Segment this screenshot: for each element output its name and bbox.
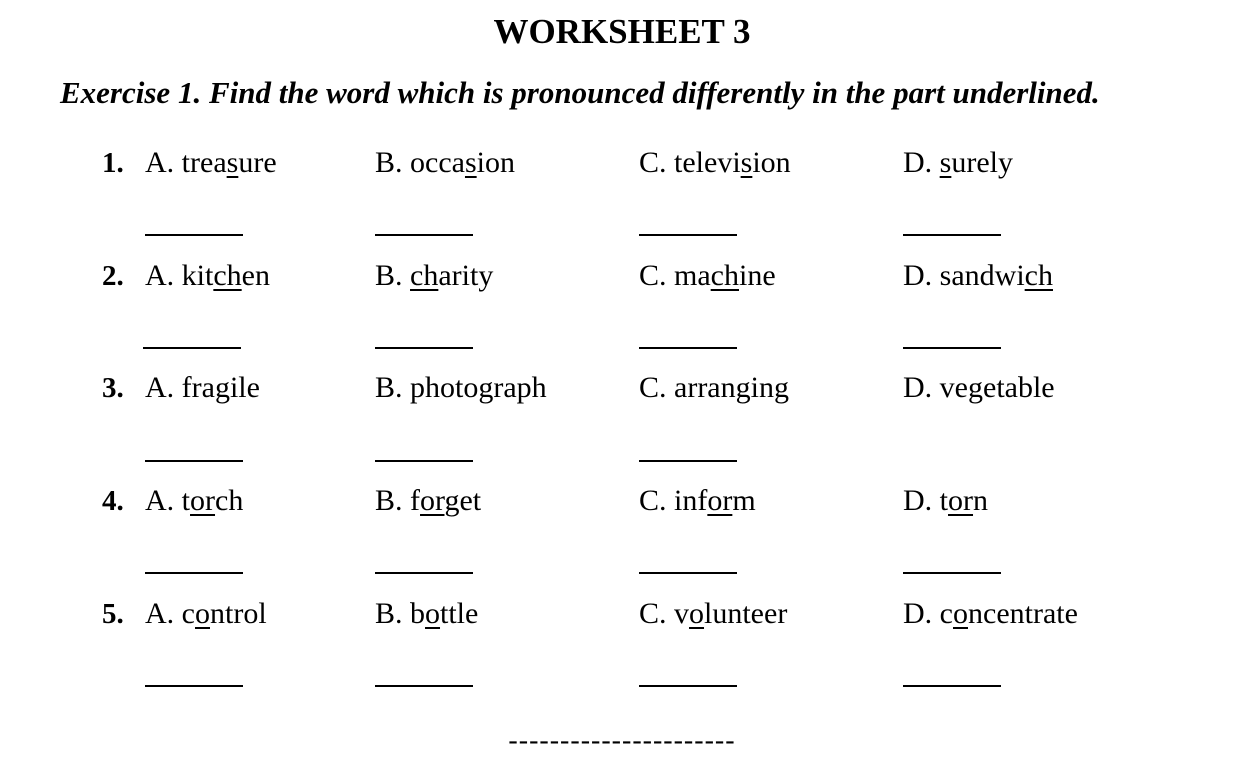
option-3c: C. arranging (639, 371, 789, 404)
option-4a: A. torch (145, 484, 244, 517)
exercise-instruction: Exercise 1. Find the word which is pronounced differently in the part underlined. (60, 75, 1100, 110)
answer-blank-2d (903, 347, 1001, 349)
option-5c: C. volunteer (639, 597, 788, 630)
option-5d: D. concentrate (903, 597, 1078, 630)
footer-dash-separator: ---------------------- (508, 725, 736, 756)
option-2d: D. sandwich (903, 259, 1053, 292)
option-4d: D. torn (903, 484, 989, 517)
option-2b: B. charity (375, 259, 494, 292)
option-4b: B. forget (375, 484, 482, 517)
answer-blank-3b (375, 460, 473, 462)
option-2c: C. machine (639, 259, 776, 292)
question-number-2: 2. (102, 260, 124, 292)
answer-blank-1a (145, 234, 243, 236)
answer-blank-4b (375, 572, 473, 574)
option-1b: B. occasion (375, 146, 515, 179)
worksheet-title: WORKSHEET 3 (493, 12, 751, 51)
answer-blank-4c (639, 572, 737, 574)
answer-blank-4a (145, 572, 243, 574)
option-3b: B. photograph (375, 371, 547, 404)
option-3d: D. vegetable (903, 371, 1055, 404)
answer-blank-3c (639, 460, 737, 462)
answer-blank-4d (903, 572, 1001, 574)
question-number-5: 5. (102, 598, 124, 630)
option-5b: B. bottle (375, 597, 479, 630)
answer-blank-1b (375, 234, 473, 236)
answer-blank-2c (639, 347, 737, 349)
answer-blank-2b (375, 347, 473, 349)
answer-blank-1d (903, 234, 1001, 236)
question-number-1: 1. (102, 147, 124, 179)
option-5a: A. control (145, 597, 267, 630)
answer-blank-2a (143, 347, 241, 349)
option-1c: C. television (639, 146, 791, 179)
answer-blank-1c (639, 234, 737, 236)
answer-blank-5b (375, 685, 473, 687)
answer-blank-3a (145, 460, 243, 462)
option-4c: C. inform (639, 484, 756, 517)
option-1d: D. surely (903, 146, 1013, 179)
answer-blank-5d (903, 685, 1001, 687)
option-1a: A. treasure (145, 146, 277, 179)
option-3a: A. fragile (145, 371, 260, 404)
question-number-3: 3. (102, 372, 124, 404)
option-2a: A. kitchen (145, 259, 270, 292)
answer-blank-5c (639, 685, 737, 687)
question-number-4: 4. (102, 485, 124, 517)
answer-blank-5a (145, 685, 243, 687)
